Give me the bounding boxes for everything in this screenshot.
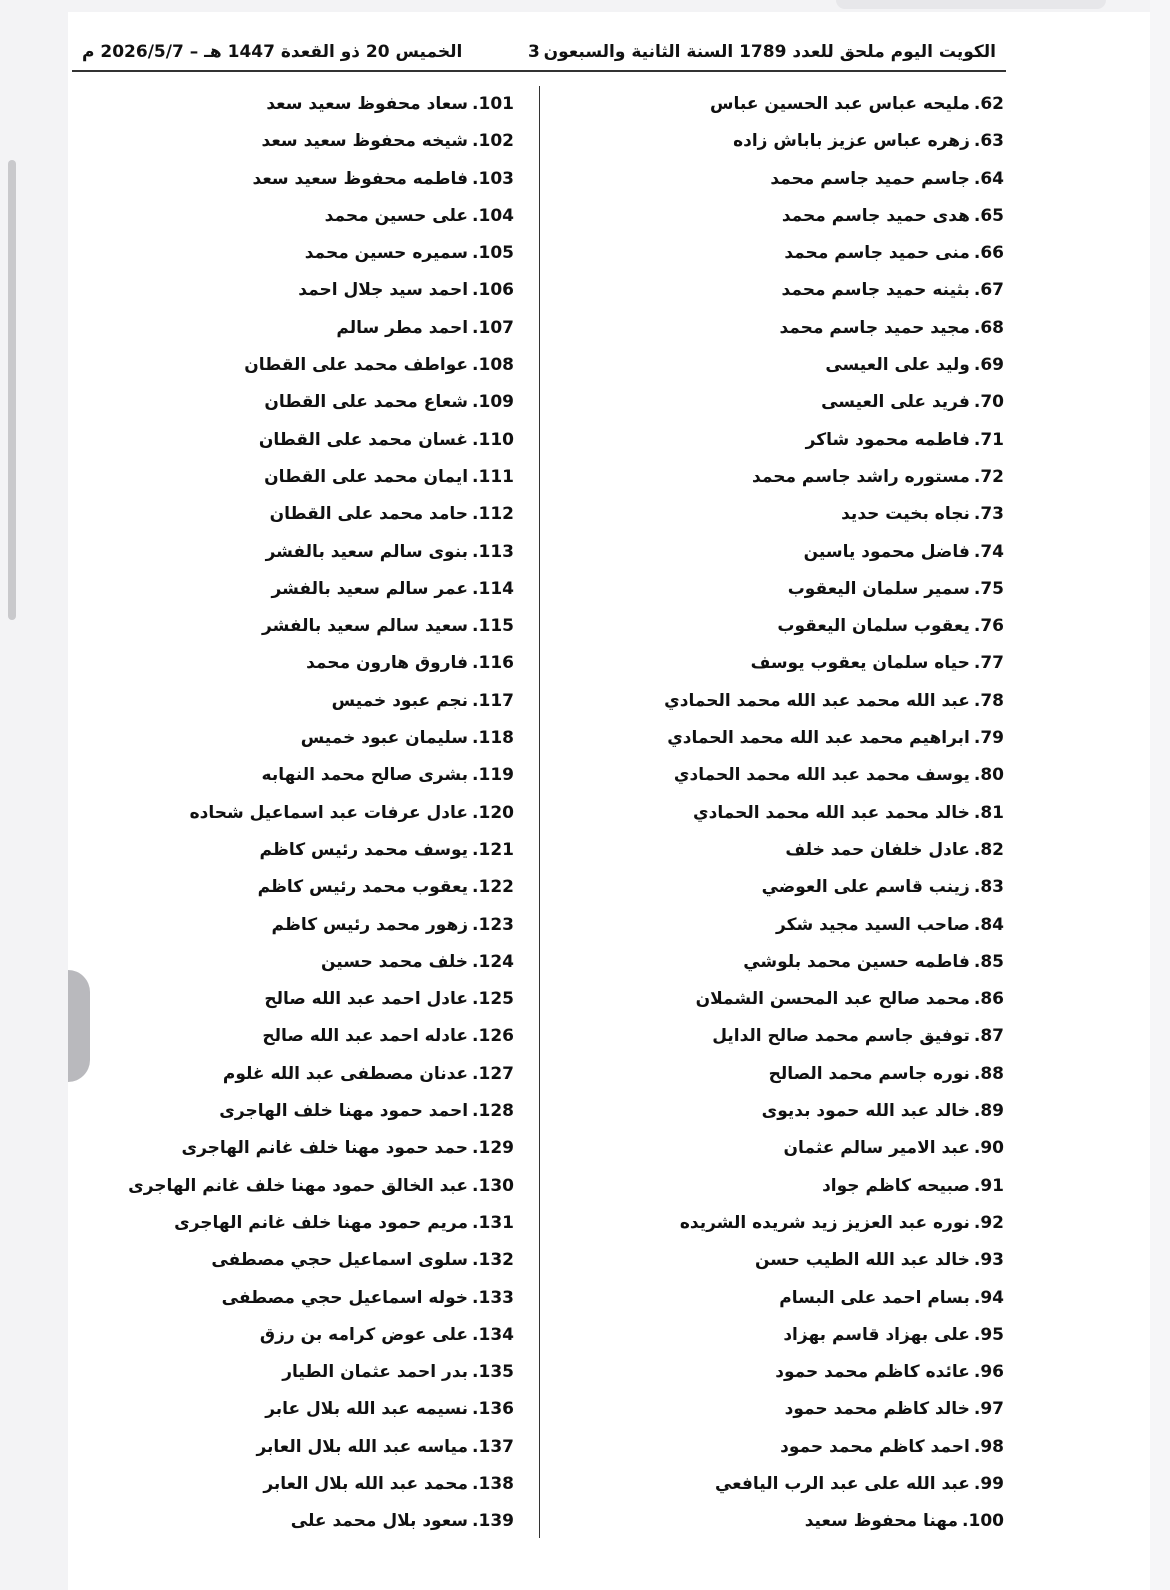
item-number: 68. xyxy=(973,317,1004,338)
item-name: غسان محمد على القطان xyxy=(258,429,469,450)
item-name: خالد عبد الله الطيب حسن xyxy=(754,1250,970,1271)
item-name: احمد حمود مهنا خلف الهاجرى xyxy=(219,1101,469,1122)
list-item xyxy=(574,795,1004,832)
list-item xyxy=(54,1280,514,1317)
list-item xyxy=(54,422,514,459)
list-item xyxy=(54,1503,514,1540)
item-name: شعاع محمد على القطان xyxy=(264,392,469,413)
item-name: حمد حمود مهنا خلف غانم الهاجرى xyxy=(181,1138,469,1159)
list-item xyxy=(54,571,514,608)
item-number: 126. xyxy=(472,1026,514,1047)
item-name: يوسف محمد رئيس كاظم xyxy=(259,839,469,860)
item-name: زينب قاسم على العوضي xyxy=(761,877,970,898)
list-item xyxy=(574,1242,1004,1279)
item-name: مستوره راشد جاسم محمد xyxy=(752,466,970,487)
top-bar xyxy=(836,0,1106,9)
item-name: سمير سلمان اليعقوب xyxy=(787,578,970,599)
item-name: بدر احمد عثمان الطيار xyxy=(282,1362,469,1383)
item-name: على بهزاد قاسم بهزاد xyxy=(783,1324,970,1345)
list-item xyxy=(574,1205,1004,1242)
item-number: 128. xyxy=(472,1101,514,1122)
list-item xyxy=(574,1317,1004,1354)
item-number: 111. xyxy=(472,466,514,487)
list-item xyxy=(574,1429,1004,1466)
list-item xyxy=(574,1168,1004,1205)
item-number: 93. xyxy=(973,1250,1004,1271)
item-name: خالد محمد عبد الله محمد الحمادي xyxy=(693,802,970,823)
item-name: بنوى سالم سعيد بالفشر xyxy=(265,541,469,562)
right-edge xyxy=(1150,0,1170,1590)
item-name: نجم عبود خميس xyxy=(331,690,469,711)
list-item xyxy=(54,1429,514,1466)
item-number: 76. xyxy=(973,616,1004,637)
list-item xyxy=(54,757,514,794)
item-number: 81. xyxy=(973,802,1004,823)
item-name: زهور محمد رئيس كاظم xyxy=(271,914,469,935)
item-number: 109. xyxy=(472,392,514,413)
item-number: 124. xyxy=(472,951,514,972)
item-number: 80. xyxy=(973,765,1004,786)
list-item xyxy=(574,534,1004,571)
list-item xyxy=(54,161,514,198)
item-number: 73. xyxy=(973,504,1004,525)
item-name: على عوض كرامه بن رزق xyxy=(259,1324,469,1345)
list-item xyxy=(574,496,1004,533)
item-name: هدى حميد جاسم محمد xyxy=(781,205,970,226)
item-number: 63. xyxy=(973,131,1004,152)
item-number: 127. xyxy=(472,1063,514,1084)
item-number: 112. xyxy=(472,504,514,525)
item-name: مريم حمود مهنا خلف غانم الهاجرى xyxy=(174,1212,469,1233)
item-name: حامد محمد على القطان xyxy=(269,504,469,525)
item-name: سميره حسين محمد xyxy=(304,243,469,264)
item-name: مليحه عباس عبد الحسين عباس xyxy=(710,94,970,114)
item-name: مجيد حميد جاسم محمد xyxy=(779,317,970,338)
item-number: 89. xyxy=(973,1101,1004,1122)
item-number: 101. xyxy=(472,94,514,114)
item-name: حياه سلمان يعقوب يوسف xyxy=(750,653,970,674)
item-name: فاروق هارون محمد xyxy=(306,653,469,674)
list-item xyxy=(574,310,1004,347)
list-item xyxy=(574,1503,1004,1540)
item-name: عبد الامير سالم عثمان xyxy=(783,1138,970,1159)
list-item xyxy=(54,1093,514,1130)
item-number: 130. xyxy=(472,1175,514,1196)
item-number: 66. xyxy=(973,243,1004,264)
list-item xyxy=(574,384,1004,421)
item-number: 99. xyxy=(973,1473,1004,1494)
item-name: عادل عرفات عبد اسماعيل شحاده xyxy=(189,802,469,823)
list-item xyxy=(574,944,1004,981)
item-number: 118. xyxy=(472,728,514,749)
item-name: عادل احمد عبد الله صالح xyxy=(264,989,469,1010)
item-number: 105. xyxy=(472,243,514,264)
list-item xyxy=(574,571,1004,608)
list-item xyxy=(574,757,1004,794)
item-name: عواطف محمد على القطان xyxy=(244,355,469,376)
list-item xyxy=(574,1466,1004,1503)
item-number: 85. xyxy=(973,951,1004,972)
item-name: احمد سيد جلال احمد xyxy=(298,280,469,301)
list-item xyxy=(574,645,1004,682)
item-number: 90. xyxy=(973,1138,1004,1159)
item-name: صبيحه كاظم جواد xyxy=(822,1175,970,1196)
item-name: نوره عبد العزيز زيد شريده الشريده xyxy=(679,1212,970,1233)
list-item xyxy=(574,1056,1004,1093)
list-item xyxy=(574,1391,1004,1428)
list-item xyxy=(54,1354,514,1391)
item-number: 98. xyxy=(973,1436,1004,1457)
item-name: فريد على العيسى xyxy=(821,392,970,413)
item-number: 132. xyxy=(472,1250,514,1271)
list-item xyxy=(54,534,514,571)
column-divider xyxy=(539,86,540,1538)
item-number: 84. xyxy=(973,914,1004,935)
list-item xyxy=(574,1280,1004,1317)
item-number: 72. xyxy=(973,466,1004,487)
item-number: 88. xyxy=(973,1063,1004,1084)
item-name: نسيمه عبد الله بلال عابر xyxy=(265,1399,469,1420)
item-name: سليمان عبود خميس xyxy=(300,728,469,749)
item-number: 117. xyxy=(472,690,514,711)
list-item xyxy=(54,123,514,160)
item-name: جاسم حميد جاسم محمد xyxy=(770,168,970,189)
header-publication: الكويت اليوم ملحق للعدد 1789 السنة الثانية والسبعون xyxy=(543,42,996,62)
item-name: بشرى صالح محمد النهابه xyxy=(261,765,469,786)
list-item xyxy=(54,645,514,682)
item-number: 136. xyxy=(472,1399,514,1420)
item-number: 135. xyxy=(472,1362,514,1383)
list-item xyxy=(574,347,1004,384)
list-item xyxy=(54,795,514,832)
item-number: 139. xyxy=(472,1511,514,1532)
item-number: 107. xyxy=(472,317,514,338)
item-name: خالد عبد الله حمود بديوى xyxy=(761,1101,970,1122)
item-name: منى حميد جاسم محمد xyxy=(784,243,970,264)
item-number: 97. xyxy=(973,1399,1004,1420)
item-number: 123. xyxy=(472,914,514,935)
list-item xyxy=(54,347,514,384)
item-number: 64. xyxy=(973,168,1004,189)
list-item xyxy=(574,86,1004,123)
item-name: عائده كاظم محمد حمود xyxy=(775,1362,970,1383)
list-item xyxy=(574,123,1004,160)
item-name: توفيق جاسم محمد صالح الدايل xyxy=(712,1026,970,1047)
item-number: 104. xyxy=(472,205,514,226)
item-number: 114. xyxy=(472,578,514,599)
list-item xyxy=(574,683,1004,720)
list-item xyxy=(574,198,1004,235)
item-number: 86. xyxy=(973,989,1004,1010)
item-name: عادله احمد عبد الله صالح xyxy=(262,1026,469,1047)
item-number: 77. xyxy=(973,653,1004,674)
item-number: 103. xyxy=(472,168,514,189)
item-number: 115. xyxy=(472,616,514,637)
list-item xyxy=(574,1354,1004,1391)
item-name: نوره جاسم محمد الصالح xyxy=(768,1063,970,1084)
list-item xyxy=(54,1168,514,1205)
item-name: خالد كاظم محمد حمود xyxy=(784,1399,970,1420)
item-number: 65. xyxy=(973,205,1004,226)
header-page-number: 3 xyxy=(528,42,540,62)
left-column-list xyxy=(54,86,514,1541)
list-item xyxy=(54,608,514,645)
list-item xyxy=(574,235,1004,272)
list-item xyxy=(54,720,514,757)
item-name: عادل خلفان حمد خلف xyxy=(785,839,970,860)
scrollbar-thumb[interactable] xyxy=(8,160,16,620)
item-name: مهنا محفوظ سعيد xyxy=(804,1511,959,1532)
item-number: 74. xyxy=(973,541,1004,562)
item-name: فاضل محمود ياسين xyxy=(803,541,970,562)
item-name: سعيد سالم سعيد بالفشر xyxy=(262,616,469,637)
list-item xyxy=(54,1205,514,1242)
item-number: 78. xyxy=(973,690,1004,711)
item-name: صاحب السيد مجيد شكر xyxy=(776,914,970,935)
list-item xyxy=(574,608,1004,645)
item-name: زهره عباس عزيز باباش زاده xyxy=(733,131,970,152)
list-item xyxy=(54,944,514,981)
item-name: ايمان محمد على القطان xyxy=(264,466,469,487)
item-number: 137. xyxy=(472,1436,514,1457)
item-number: 67. xyxy=(973,280,1004,301)
item-name: على حسين محمد xyxy=(324,205,469,226)
list-item xyxy=(574,981,1004,1018)
item-name: عبد الله على عبد الرب اليافعي xyxy=(714,1473,970,1494)
item-number: 102. xyxy=(472,131,514,152)
item-name: خوله اسماعيل حجي مصطفى xyxy=(221,1287,469,1308)
item-name: بسام احمد على البسام xyxy=(779,1287,970,1308)
item-name: عبد الله محمد عبد الله محمد الحمادي xyxy=(664,690,970,711)
item-number: 134. xyxy=(472,1324,514,1345)
list-item xyxy=(54,1130,514,1167)
item-name: عبد الخالق حمود مهنا خلف غانم الهاجرى xyxy=(128,1175,469,1196)
item-name: عدنان مصطفى عبد الله غلوم xyxy=(222,1063,469,1084)
item-name: سعود بلال محمد على xyxy=(290,1511,469,1532)
item-number: 121. xyxy=(472,839,514,860)
item-number: 119. xyxy=(472,765,514,786)
item-number: 87. xyxy=(973,1026,1004,1047)
list-item xyxy=(574,272,1004,309)
item-name: فاطمه محفوظ سعيد سعد xyxy=(252,168,469,189)
list-item xyxy=(54,683,514,720)
item-number: 122. xyxy=(472,877,514,898)
item-number: 106. xyxy=(472,280,514,301)
item-name: يعقوب سلمان اليعقوب xyxy=(777,616,970,637)
item-number: 138. xyxy=(472,1473,514,1494)
item-number: 95. xyxy=(973,1324,1004,1345)
list-item xyxy=(54,86,514,123)
right-column-list xyxy=(574,86,1004,1541)
list-item xyxy=(574,1093,1004,1130)
list-item xyxy=(574,832,1004,869)
header-date: الخميس 20 ذو القعدة 1447 هـ – 2026/5/7 م xyxy=(82,42,463,62)
item-number: 94. xyxy=(973,1287,1004,1308)
item-name: ابراهيم محمد عبد الله محمد الحمادي xyxy=(667,728,970,749)
item-number: 92. xyxy=(973,1212,1004,1233)
item-number: 69. xyxy=(973,355,1004,376)
list-item xyxy=(54,384,514,421)
item-name: يوسف محمد عبد الله محمد الحمادي xyxy=(673,765,970,786)
list-item xyxy=(54,907,514,944)
item-number: 71. xyxy=(973,429,1004,450)
list-item xyxy=(54,1391,514,1428)
list-item xyxy=(54,1056,514,1093)
list-item xyxy=(54,1317,514,1354)
item-number: 133. xyxy=(472,1287,514,1308)
item-number: 62. xyxy=(973,94,1004,114)
item-name: سعاد محفوظ سعيد سعد xyxy=(266,94,469,114)
item-number: 125. xyxy=(472,989,514,1010)
item-number: 116. xyxy=(472,653,514,674)
item-number: 113. xyxy=(472,541,514,562)
item-name: سلوى اسماعيل حجي مصطفى xyxy=(211,1250,469,1271)
list-item xyxy=(54,1466,514,1503)
list-item xyxy=(574,869,1004,906)
item-name: شيخه محفوظ سعيد سعد xyxy=(261,131,469,152)
item-number: 75. xyxy=(973,578,1004,599)
item-number: 83. xyxy=(973,877,1004,898)
item-name: بثينه حميد جاسم محمد xyxy=(781,280,970,301)
item-name: مياسه عبد الله بلال العابر xyxy=(256,1436,469,1457)
item-name: وليد على العيسى xyxy=(825,355,970,376)
item-name: محمد صالح عبد المحسن الشملان xyxy=(695,989,970,1010)
list-item xyxy=(54,310,514,347)
item-name: نجاه بخيت حديد xyxy=(841,504,970,525)
list-item xyxy=(574,720,1004,757)
list-item xyxy=(54,981,514,1018)
item-name: يعقوب محمد رئيس كاظم xyxy=(257,877,469,898)
list-item xyxy=(54,272,514,309)
item-number: 131. xyxy=(472,1212,514,1233)
list-item xyxy=(574,907,1004,944)
item-number: 110. xyxy=(472,429,514,450)
list-item xyxy=(574,422,1004,459)
list-item xyxy=(54,1242,514,1279)
item-number: 129. xyxy=(472,1138,514,1159)
item-name: فاطمه حسين محمد بلوشي xyxy=(743,951,970,972)
list-item xyxy=(54,1018,514,1055)
list-item xyxy=(54,198,514,235)
item-number: 82. xyxy=(973,839,1004,860)
item-name: فاطمه محمود شاكر xyxy=(805,429,970,450)
list-item xyxy=(574,1130,1004,1167)
item-name: احمد كاظم محمد حمود xyxy=(780,1436,970,1457)
list-item xyxy=(574,1018,1004,1055)
item-name: خلف محمد حسين xyxy=(320,951,469,972)
item-name: احمد مطر سالم xyxy=(336,317,469,338)
item-number: 120. xyxy=(472,802,514,823)
item-number: 96. xyxy=(973,1362,1004,1383)
page-header xyxy=(72,40,1006,72)
list-item xyxy=(574,161,1004,198)
item-number: 70. xyxy=(973,392,1004,413)
item-name: محمد عبد الله بلال العابر xyxy=(263,1473,469,1494)
item-number: 79. xyxy=(973,728,1004,749)
list-item xyxy=(54,832,514,869)
list-item xyxy=(54,496,514,533)
list-item xyxy=(54,869,514,906)
item-number: 91. xyxy=(973,1175,1004,1196)
list-item xyxy=(54,235,514,272)
list-item xyxy=(54,459,514,496)
item-number: 108. xyxy=(472,355,514,376)
item-number: 100. xyxy=(962,1511,1004,1532)
item-name: عمر سالم سعيد بالفشر xyxy=(271,578,469,599)
list-item xyxy=(574,459,1004,496)
